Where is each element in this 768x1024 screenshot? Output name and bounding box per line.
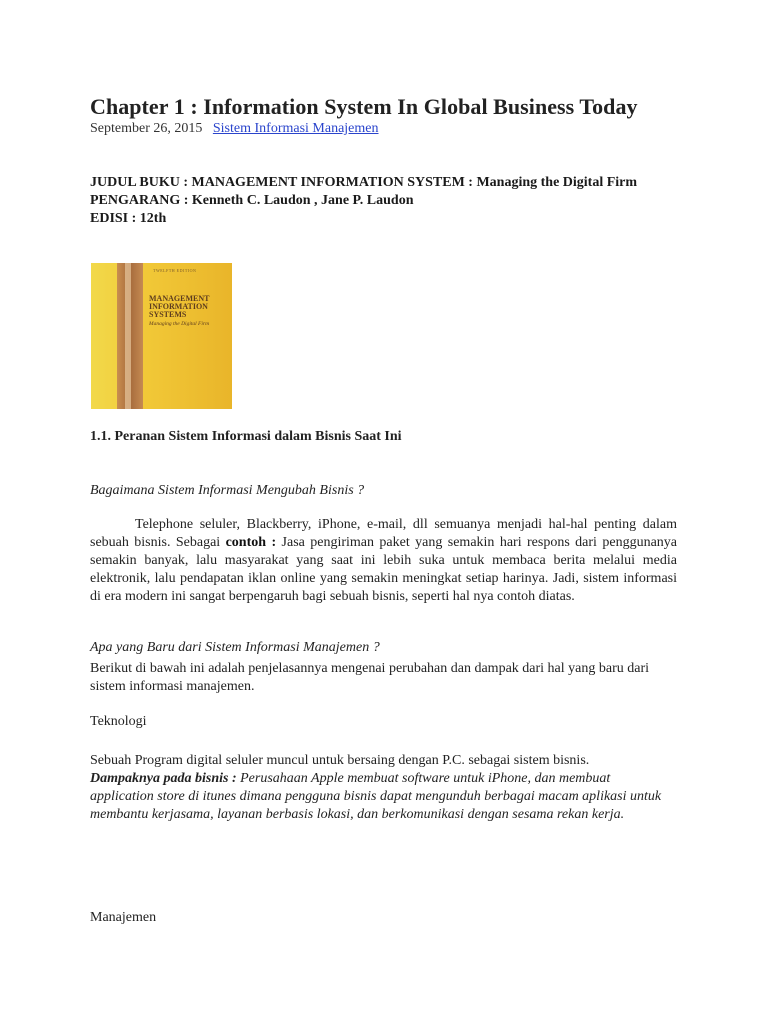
cover-edition: TWELFTH EDITION — [153, 268, 197, 273]
cover-band-highlight — [125, 263, 131, 409]
section-heading: 1.1. Peranan Sistem Informasi dalam Bisnis Saat Ini — [90, 429, 402, 444]
paragraph — [90, 516, 677, 606]
cover-subtitle: Managing the Digital Firm — [149, 321, 210, 327]
cover-title-line: SYSTEMS — [149, 310, 187, 319]
book-edition: EDISI : 12th — [90, 211, 167, 226]
book-info — [90, 174, 650, 228]
paragraph-text: Telephone seluler, Blackberry, iPhone, e-mail, dll semuanya menjadi hal-hal penting dalam sebuah bisnis. Sebagai — [90, 517, 677, 550]
subheading-manajemen: Manajemen — [90, 910, 157, 925]
cover-title-line: INFORMATION — [149, 302, 208, 311]
book-title: JUDUL BUKU : MANAGEMENT INFORMATION SYSTEM : Managing the Digital Firm — [90, 175, 638, 190]
paragraph-bold: contoh : — [225, 535, 277, 550]
paragraph — [90, 752, 677, 824]
cover-title-line: MANAGEMENT — [149, 294, 210, 303]
paragraph-text: Jasa pengiriman paket yang semakin hari respons dari penggunanya semakin banyak, lalu masyarakat yang saat ini lebih suka untuk membaca berita melalui media elektronik, lalu pendapatan iklan online yang semakin meningkat setiap harinya. Jadi, sistem informasi di era modern ini sangat berpengaruh bagi sebuah bisnis, seperti hal nya contoh diatas. — [90, 535, 677, 604]
category-link[interactable]: Sistem Informasi Manajemen — [212, 121, 379, 136]
cover-title — [149, 295, 209, 319]
impact-text: Perusahaan Apple membuat software untuk iPhone, dan membuat application store di itunes dimana pengguna bisnis dapat mengunduh berbagai macam aplikasi untuk membantu kerjasama, layanan berbasis lokasi, dan berkomunikasi dengan sesama rekan kerja. — [90, 771, 662, 822]
subheading-teknologi: Teknologi — [90, 714, 147, 729]
post-date: September 26, 2015 — [90, 121, 203, 136]
impact-label: Dampaknya pada bisnis : — [90, 771, 237, 786]
post-meta — [90, 121, 379, 137]
question-heading: Apa yang Baru dari Sistem Informasi Manajemen ? — [90, 640, 380, 655]
page-title: Chapter 1 : Information System In Global Business Today — [90, 94, 638, 119]
book-cover-image — [91, 263, 232, 409]
question-heading: Bagaimana Sistem Informasi Mengubah Bisnis ? — [90, 483, 365, 498]
paragraph-text: Sebuah Program digital seluler muncul untuk bersaing dengan P.C. sebagai sistem bisnis. — [90, 753, 590, 768]
book-authors: PENGARANG : Kenneth C. Laudon , Jane P. Laudon — [90, 193, 414, 208]
paragraph: Berikut di bawah ini adalah penjelasannya mengenai perubahan dan dampak dari hal yang baru dari sistem informasi manajemen. — [90, 661, 650, 694]
